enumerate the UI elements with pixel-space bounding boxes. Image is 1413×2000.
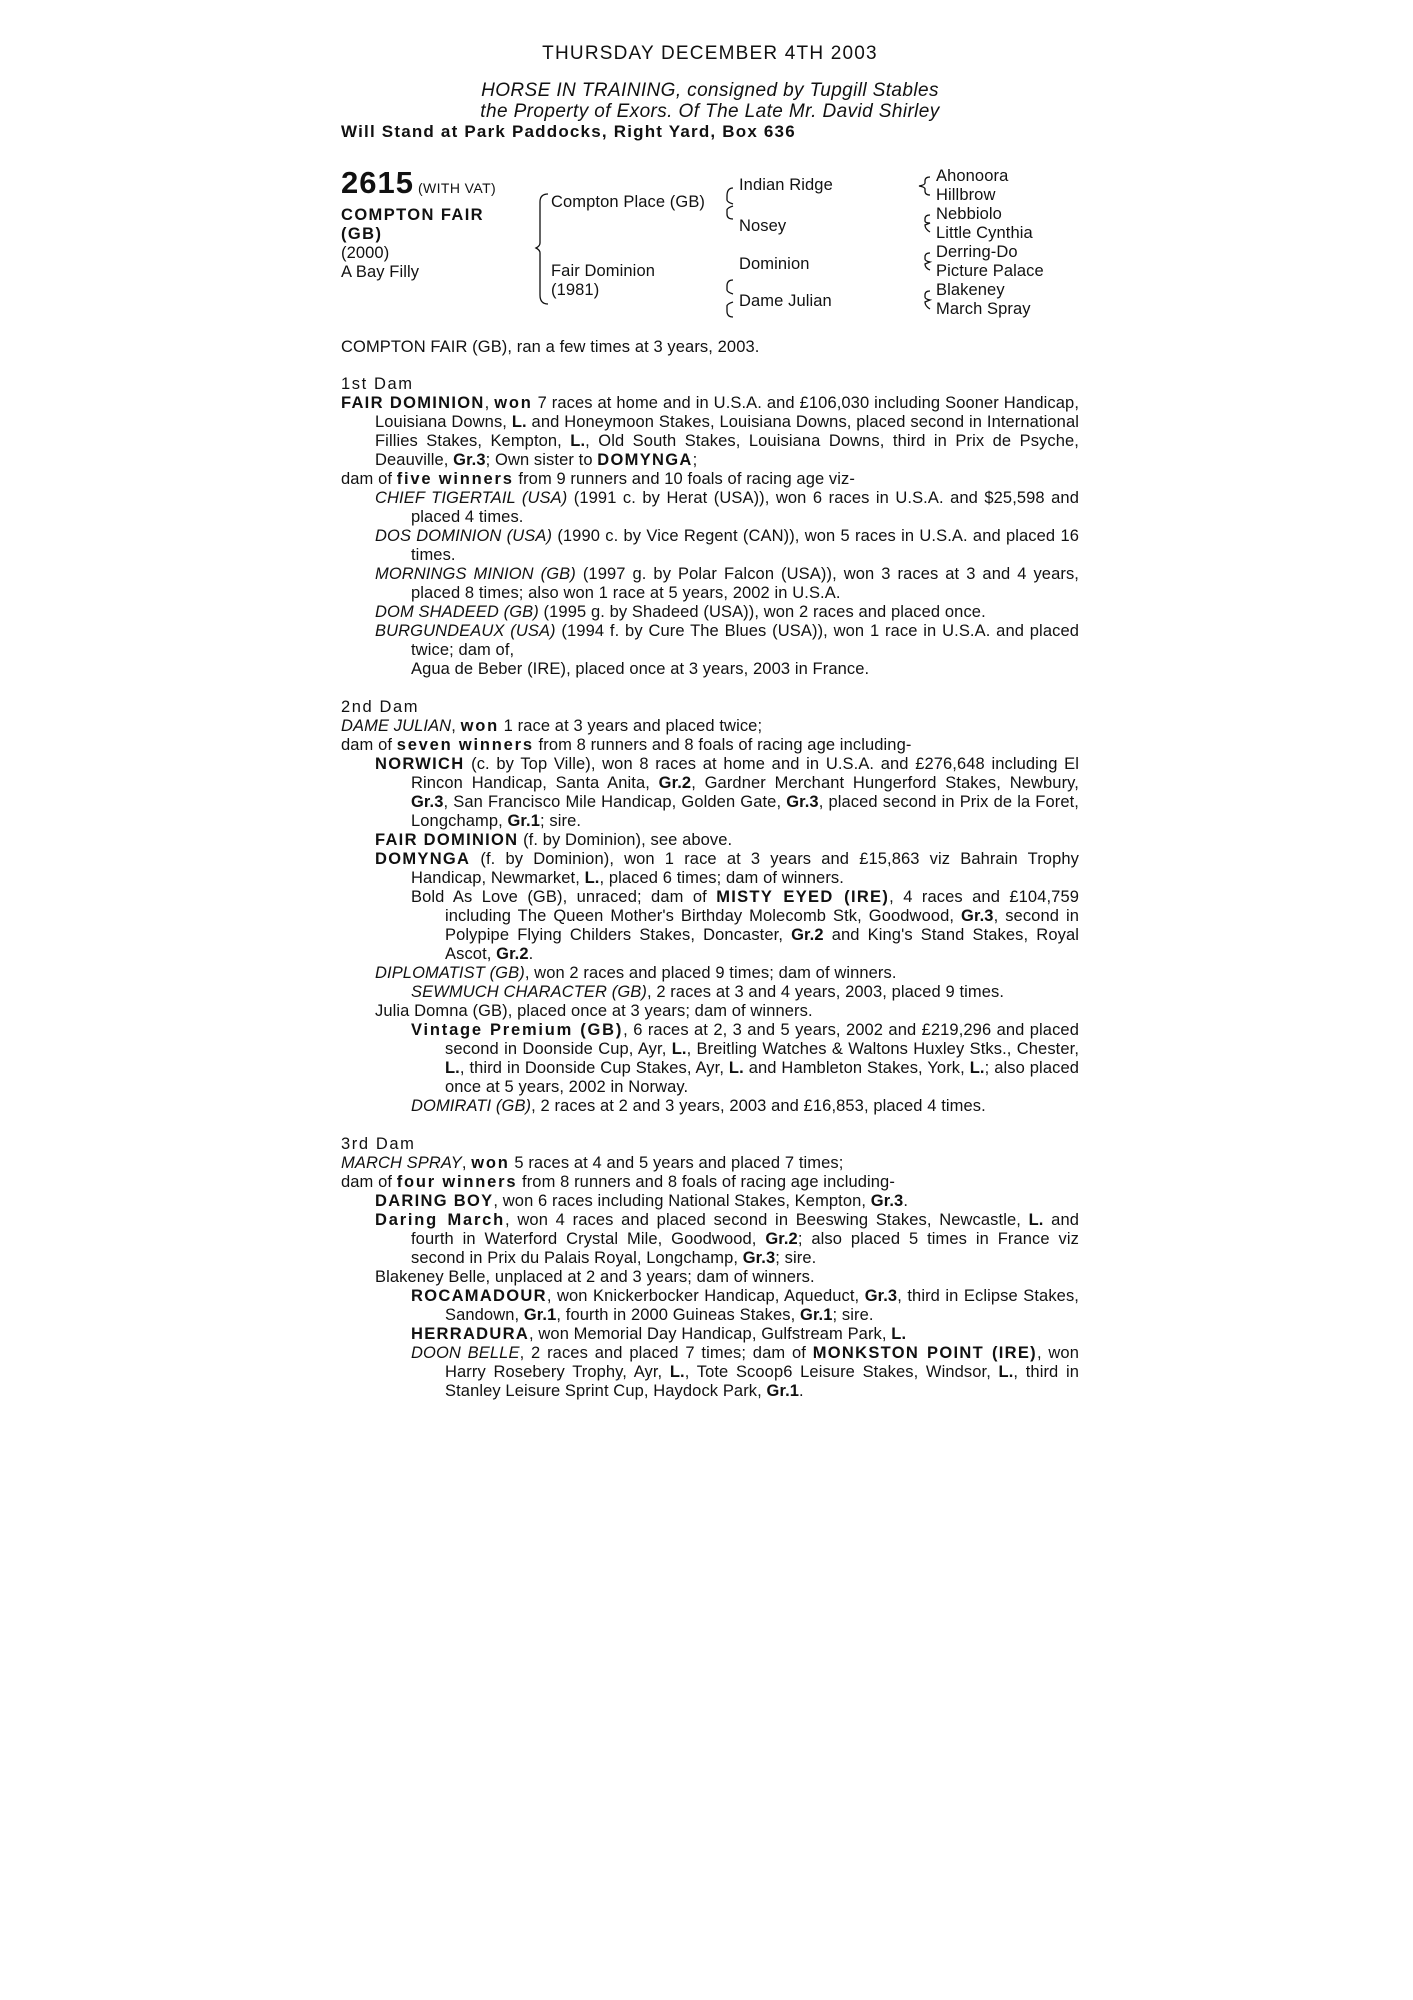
won-label: won (494, 394, 533, 412)
record-text: , won 6 races including National Stakes, Kempton, (493, 1192, 871, 1210)
progeny-entry (341, 755, 1079, 831)
record-text: from 8 runners and 8 foals of racing age including- (517, 1173, 895, 1191)
record-text: (1990 c. by Vice Regent (CAN)), won 5 races in U.S.A. and placed 16 times. (411, 527, 1079, 564)
record-text: , 2 races at 3 and 4 years, 2003, placed 9 times. (646, 983, 1005, 1001)
record-text: , fourth in 2000 Guineas Stakes, (556, 1306, 801, 1324)
group-mark: Gr.1 (507, 812, 541, 830)
record-text: 7 races at home and in U.S.A. and £106,030 including Sooner Handicap, Louisiana Downs, (375, 394, 1080, 431)
record-text: (f. by Dominion), won 1 race at 3 years and £15,863 viz Bahrain Trophy Handicap, Newmarket, (411, 850, 1079, 887)
group-mark: Gr.3 (453, 451, 486, 469)
record-text: , 6 races at 2, 3 and 5 years, 2002 and £219,296 and placed second in Doonside Cup, Ayr, (445, 1021, 1079, 1058)
dam-sire: Dominion (739, 255, 810, 273)
listed-mark: L. (969, 1059, 985, 1077)
group-mark: Gr.3 (411, 793, 444, 811)
record-text: , second in Polypipe Flying Childers Stakes, Doncaster, (445, 907, 1080, 944)
record-text: and King's Stand Stakes, Royal Ascot, (445, 926, 1079, 963)
record-text: (1991 c. by Herat (USA)), won 6 races in U.S.A. and $25,598 and placed 4 times. (411, 489, 1079, 526)
record-text: , placed 6 times; dam of winners. (599, 869, 844, 887)
record-text: (1997 g. by Polar Falcon (USA)), won 3 races at 3 and 4 years, placed 8 times; also won 1 race at 5 years, 2002 in U.S.A. (411, 565, 1079, 602)
record-text: (f. by Dominion), see above. (518, 831, 733, 849)
grand-progeny-entry (341, 983, 1079, 1002)
progeny-entry: Blakeney Belle, unplaced at 2 and 3 years; dam of winners. (375, 1268, 815, 1286)
group-mark: Gr.3 (742, 1249, 776, 1267)
race-summary: COMPTON FAIR (GB), ran a few times at 3 years, 2003. (341, 338, 760, 356)
sale-date: THURSDAY DECEMBER 4TH 2003 (542, 43, 878, 64)
ggsire-2: Nebbiolo (936, 205, 1002, 223)
listed-mark: L. (998, 1363, 1014, 1381)
second-dam-name: DAME JULIAN (341, 717, 452, 735)
listed-mark: L. (1028, 1211, 1044, 1229)
record-text: , Tote Scoop6 Leisure Stakes, Windsor, (684, 1363, 999, 1381)
listed-mark: L. (570, 432, 586, 450)
record-text: . (903, 1192, 908, 1210)
progeny-name: MONKSTON POINT (IRE) (812, 1344, 1037, 1362)
record-text: , San Francisco Mile Handicap, Golden Gate, (443, 793, 787, 811)
first-dam-record: FAIR DOMINION, won 7 races at home and in U.S.A. and £106,030 including Sooner Handicap, Louisiana Downs, L. and Honeymoon Stakes, Louisiana Downs, placed second in International Fillies Stakes, Kempton, L., Old South Stakes, Louisiana Downs, third in Prix de Psyche, Deauville, Gr.3; Own sister to DOMYNGA; (341, 394, 1080, 469)
progeny-entry (341, 527, 1079, 565)
third-dam-produce-line (341, 1173, 1079, 1192)
sire-dam: Nosey (739, 217, 787, 235)
progeny-entry (341, 831, 1079, 850)
stand-location: Will Stand at Park Paddocks, Right Yard, Box 636 (341, 122, 796, 141)
ggsire-1: Ahonoora (936, 167, 1009, 185)
progeny-name: DOS DOMINION (USA) (375, 527, 553, 545)
progeny-name: DARING BOY (375, 1192, 494, 1210)
listed-mark: L. (671, 1040, 687, 1058)
progeny-name: CHIEF TIGERTAIL (USA) (375, 489, 568, 507)
group-mark: Gr.2 (791, 926, 824, 944)
record-text: Bold As Love (GB), unraced; dam of (411, 888, 717, 906)
vat-note: (WITH VAT) (417, 180, 497, 196)
record-text: 5 races at 4 and 5 years and placed 7 times; (509, 1154, 844, 1172)
progeny-name: FAIR DOMINION (375, 831, 519, 849)
progeny-name: DIPLOMATIST (GB) (375, 964, 525, 982)
third-dam-heading: 3rd Dam (341, 1135, 416, 1153)
record-text: , Gardner Merchant Hungerford Stakes, Newbury, (691, 774, 1079, 792)
record-text: , won Harry Rosebery Trophy, Ayr, (445, 1344, 1079, 1381)
progeny-entry: Julia Domna (GB), placed once at 3 years; dam of winners. (375, 1002, 813, 1020)
listed-mark: L. (891, 1325, 907, 1343)
group-mark: Gr.1 (523, 1306, 557, 1324)
progeny-name: Vintage Premium (GB) (411, 1021, 624, 1039)
record-text: ; also placed 5 times in France viz second in Prix du Palais Royal, Longchamp, (411, 1230, 1079, 1267)
progeny-entry (341, 964, 1079, 983)
record-text: (c. by Top Ville), won 8 races at home and in U.S.A. and £276,648 including El Rincon Handicap, Santa Anita, (411, 755, 1079, 792)
group-mark: Gr.3 (786, 793, 819, 811)
horse-year: (2000) (341, 244, 390, 262)
group-mark: Gr.2 (658, 774, 692, 792)
first-dam-name: FAIR DOMINION (341, 394, 485, 412)
record-text: . (799, 1382, 804, 1400)
record-text: and fourth in Waterford Crystal Mile, Goodwood, (411, 1211, 1079, 1248)
ggsire-4: Blakeney (936, 281, 1005, 299)
dam-dam: Dame Julian (739, 292, 832, 310)
ggdam-1: Hillbrow (936, 186, 996, 204)
record-text: ; sire. (832, 1306, 874, 1324)
progeny-name: DOON BELLE (411, 1344, 520, 1362)
won-label: won (471, 1154, 510, 1172)
group-mark: Gr.2 (765, 1230, 798, 1248)
record-text: , won 4 races and placed second in Beeswing Stakes, Newcastle, (505, 1211, 1029, 1229)
progeny-entry (341, 565, 1079, 603)
progeny-entry (341, 603, 1079, 622)
grand-progeny-entry (341, 888, 1079, 964)
record-text: , won 2 races and placed 9 times; dam of winners. (524, 964, 897, 982)
progeny-name: BURGUNDEAUX (USA) (375, 622, 556, 640)
catalogue-entry (341, 42, 1079, 1401)
ggdam-3: Picture Palace (936, 262, 1044, 280)
record-text: , 2 races at 2 and 3 years, 2003 and £16,853, placed 4 times. (531, 1097, 986, 1115)
progeny-name: HERRADURA (411, 1325, 530, 1343)
winner-count: five winners (396, 470, 514, 488)
group-mark: Gr.2 (496, 945, 529, 963)
record-text: and Honeymoon Stakes, Louisiana Downs, placed second in International Fillies Stakes, Kempton, (375, 413, 1080, 450)
progeny-name: NORWICH (375, 755, 465, 773)
group-mark: Gr.1 (800, 1306, 833, 1324)
progeny-entry (341, 622, 1079, 660)
grand-progeny-entry (341, 1097, 1079, 1116)
grand-progeny-entry (341, 1287, 1079, 1325)
record-text: , Old South Stakes, Louisiana Downs, third in Prix de Psyche, Deauville, (375, 432, 1079, 469)
grand-progeny-entry (341, 1325, 1079, 1344)
won-label: won (460, 717, 499, 735)
sire-sire: Indian Ridge (739, 176, 833, 194)
listed-mark: L. (445, 1059, 460, 1077)
listed-mark: L. (669, 1363, 685, 1381)
record-text: , won Knickerbocker Handicap, Aqueduct, (546, 1287, 865, 1305)
progeny-entry (341, 489, 1079, 527)
pedigree-table (341, 166, 1079, 326)
horse-description: A Bay Filly (341, 263, 420, 281)
progeny-name: DOMYNGA (375, 850, 471, 868)
record-text: , won Memorial Day Handicap, Gulfstream Park, (529, 1325, 892, 1343)
progeny-name: ROCAMADOUR (411, 1287, 547, 1305)
record-text: and Hambleton Stakes, York, (743, 1059, 970, 1077)
ggdam-4: March Spray (936, 300, 1031, 318)
lot-number-value: 2615 (341, 165, 414, 200)
winner-count: seven winners (396, 736, 534, 754)
progeny-name: SEWMUCH CHARACTER (GB) (411, 983, 647, 1001)
second-dam-record: DAME JULIAN, won 1 race at 3 years and placed twice; (341, 717, 763, 735)
progeny-name: DOMIRATI (GB) (411, 1097, 532, 1115)
record-text: dam of (341, 470, 397, 488)
third-dam-record: MARCH SPRAY, won 5 races at 4 and 5 years and placed 7 times; (341, 1154, 844, 1172)
record-text: (1995 g. by Shadeed (USA)), won 2 races and placed once. (538, 603, 986, 621)
record-text: (1994 f. by Cure The Blues (USA)), won 1 race in U.S.A. and placed twice; dam of, (411, 622, 1079, 659)
grand-progeny-entry: Agua de Beber (IRE), placed once at 3 years, 2003 in France. (411, 660, 870, 678)
third-dam-name: MARCH SPRAY (341, 1154, 462, 1172)
record-text: 1 race at 3 years and placed twice; (498, 717, 763, 735)
winner-count: four winners (396, 1173, 518, 1191)
record-text: , 4 races and £104,759 including The Queen Mother's Birthday Molecomb Stk, Goodwood, (445, 888, 1079, 925)
ggsire-3: Derring-Do (936, 243, 1018, 261)
sire: Compton Place (GB) (551, 193, 706, 211)
record-text: . (528, 945, 534, 963)
first-dam-produce-line (341, 470, 1079, 489)
grand-progeny-entry (341, 1344, 1079, 1401)
progeny-name: MISTY EYED (IRE) (716, 888, 890, 906)
consignment-line-2: the Property of Exors. Of The Late Mr. David Shirley (480, 101, 940, 122)
second-dam-heading: 2nd Dam (341, 698, 420, 716)
progeny-entry (341, 1211, 1079, 1268)
record-text: ; sire. (775, 1249, 817, 1267)
progeny-name: MORNINGS MINION (GB) (375, 565, 576, 583)
record-text: , third in Eclipse Stakes, Sandown, (445, 1287, 1079, 1324)
record-text: , 2 races and placed 7 times; dam of (519, 1344, 813, 1362)
record-text: ; (692, 451, 698, 469)
grand-progeny-entry (341, 1021, 1079, 1097)
progeny-entry (341, 850, 1079, 888)
record-text: dam of (341, 736, 397, 754)
dam: Fair Dominion (551, 262, 655, 280)
listed-mark: L. (584, 869, 600, 887)
listed-mark: L. (728, 1059, 744, 1077)
record-text: , placed second in Prix de la Foret, Longchamp, (411, 793, 1079, 830)
record-text: , third in Doonside Cup Stakes, Ayr, (459, 1059, 729, 1077)
group-mark: Gr.3 (864, 1287, 898, 1305)
progeny-name: Daring March (375, 1211, 506, 1229)
record-text: from 8 runners and 8 foals of racing age including- (533, 736, 912, 754)
record-text: dam of (341, 1173, 397, 1191)
record-text: ; sire. (540, 812, 582, 830)
group-mark: Gr.1 (766, 1382, 800, 1400)
consignment-line-1: HORSE IN TRAINING, consigned by Tupgill Stables (481, 80, 939, 101)
dam-year: (1981) (551, 281, 600, 299)
sister-name: DOMYNGA (597, 451, 693, 469)
record-text: from 9 runners and 10 foals of racing age viz- (513, 470, 855, 488)
record-text: ; also placed once at 5 years, 2002 in Norway. (445, 1059, 1079, 1096)
listed-mark: L. (511, 413, 527, 431)
record-text: ; Own sister to (485, 451, 598, 469)
ggdam-2: Little Cynthia (936, 224, 1033, 242)
record-text: , third in Stanley Leisure Sprint Cup, Haydock Park, (445, 1363, 1079, 1400)
progeny-entry (341, 1192, 1079, 1211)
group-mark: Gr.3 (870, 1192, 904, 1210)
horse-name: COMPTON FAIR (GB) (341, 206, 484, 243)
first-dam-heading: 1st Dam (341, 375, 414, 393)
progeny-name: DOM SHADEED (GB) (375, 603, 539, 621)
group-mark: Gr.3 (961, 907, 994, 925)
second-dam-produce-line (341, 736, 1079, 755)
record-text: , Breitling Watches & Waltons Huxley Stks., Chester, (686, 1040, 1079, 1058)
